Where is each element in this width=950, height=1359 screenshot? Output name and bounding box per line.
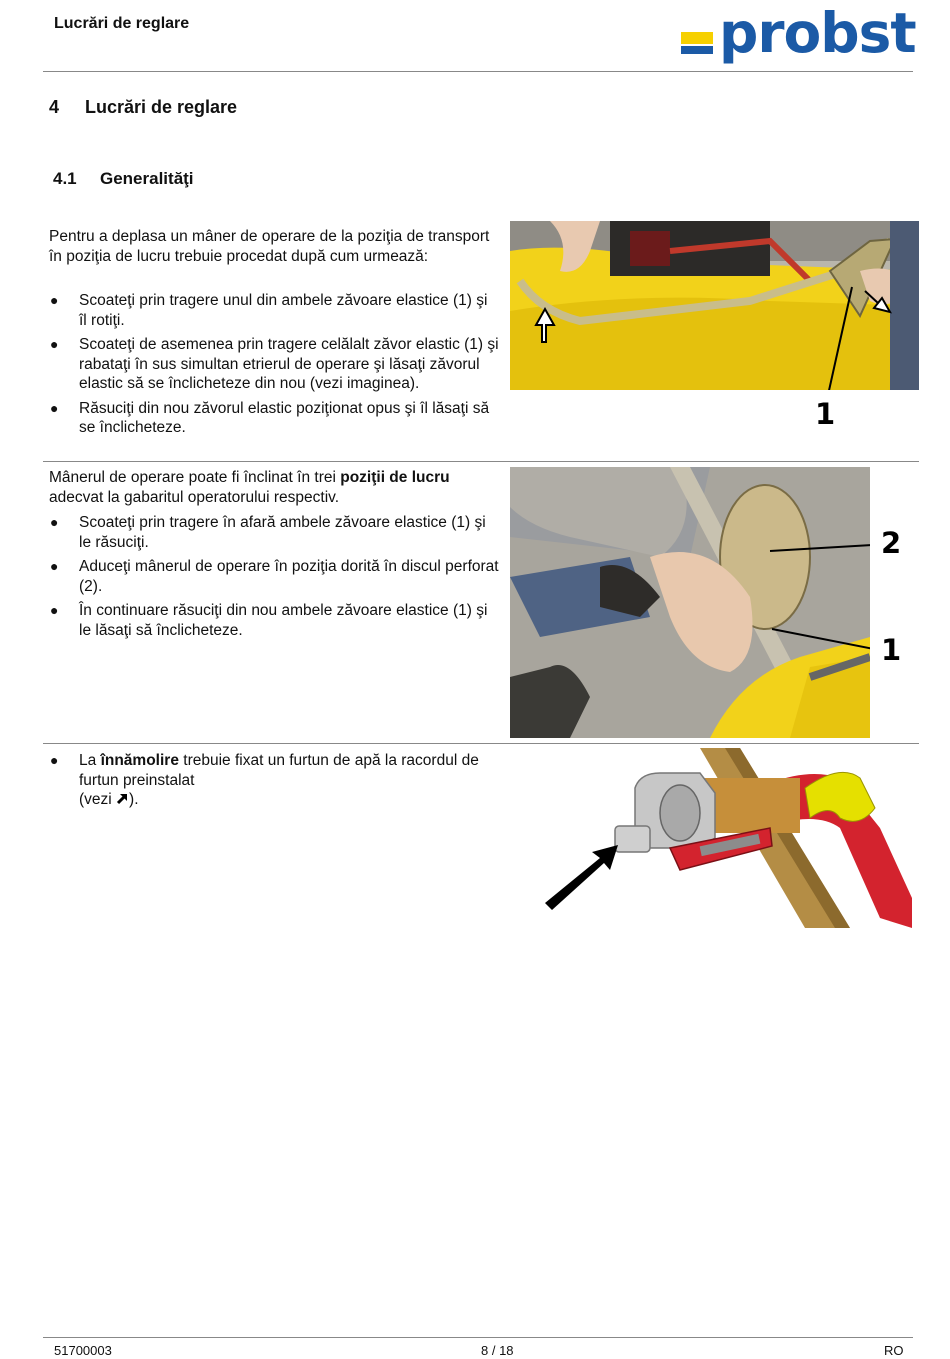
illustration-hose-connector-svg <box>540 748 914 928</box>
block2-intro: Mânerul de operare poate fi înclinat în trei poziţii de lucru adecvat la gabaritul operatorului respectiv. <box>49 469 450 506</box>
subsection-number: 4.1 <box>53 169 77 188</box>
bullet-icon: ● <box>50 514 59 530</box>
callout-1-photo2: 1 <box>881 633 902 667</box>
list-item: ● Scoateţi de asemenea prin tragere celălalt zăvor elastic (1) şi rabataţi în sus simultan etrierul de operare şi lăsaţi zăvorul elastic să se înclicheteze din nou (vezi imaginea). <box>50 336 499 392</box>
footer-rule <box>43 1337 913 1338</box>
list-item: ● La înnămolire trebuie fixat un furtun de apă la racordul de furtun preinstalat (vezi ). <box>50 752 479 808</box>
bullet-icon: ● <box>50 558 59 574</box>
block3-list <box>49 751 499 815</box>
bullet-icon: ● <box>50 336 59 352</box>
photo-perforated-disc-svg <box>510 467 870 738</box>
block-divider-1 <box>43 461 919 462</box>
footer-language: RO <box>884 1343 904 1358</box>
bullet-icon: ● <box>50 292 59 308</box>
list-item: ● Scoateţi prin tragere unul din ambele zăvoare elastice (1) şi îl rotiţi. <box>50 292 488 329</box>
footer-doc-number: 51700003 <box>54 1343 112 1358</box>
footer-page-number: 8 / 18 <box>481 1343 514 1358</box>
subsection-heading <box>53 169 194 189</box>
block2-list <box>49 513 499 645</box>
callout-1-photo1: 1 <box>815 397 836 431</box>
logo-yellow-bar <box>681 32 713 44</box>
list-item: ● Aduceţi mânerul de operare în poziţia dorită în discul perforat (2). <box>50 558 499 595</box>
list-item: ● În continuare răsuciţi din nou ambele zăvoare elastice (1) şi le lăsaţi să înclicheteze. <box>50 602 488 639</box>
probst-logo <box>681 1 916 68</box>
header-rule <box>43 71 913 72</box>
bullet-icon: ● <box>50 602 59 618</box>
section-heading <box>49 97 237 118</box>
logo-text: probst <box>719 1 916 65</box>
list-item: ● Răsuciţi din nou zăvorul elastic poziţionat opus şi îl lăsaţi să se înclicheteze. <box>50 399 490 436</box>
block1-list <box>49 291 499 443</box>
photo-handle-rotate <box>510 221 919 390</box>
list-item: ● Scoateţi prin tragere în afară ambele zăvoare elastice (1) şi le răsuciţi. <box>50 514 486 551</box>
section-title: Lucrări de reglare <box>85 97 238 117</box>
block1-intro: Pentru a deplasa un mâner de operare de la poziţia de transport în poziţia de lucru trebuie procedat după cum urmează: <box>49 228 490 265</box>
subsection-title: Generalităţi <box>100 169 194 188</box>
block-divider-2 <box>43 743 919 744</box>
callout-2-photo2: 2 <box>881 526 902 560</box>
arrow-northeast-icon <box>116 792 129 805</box>
section-number: 4 <box>49 97 60 117</box>
illustration-hose-connector <box>540 748 914 928</box>
bullet-icon: ● <box>50 399 59 416</box>
header-title: Lucrări de reglare <box>54 15 190 32</box>
photo-handle-rotate-svg <box>510 221 919 390</box>
logo-blue-bar <box>681 46 713 54</box>
bullet-icon: ● <box>50 752 59 768</box>
photo-perforated-disc <box>510 467 870 738</box>
